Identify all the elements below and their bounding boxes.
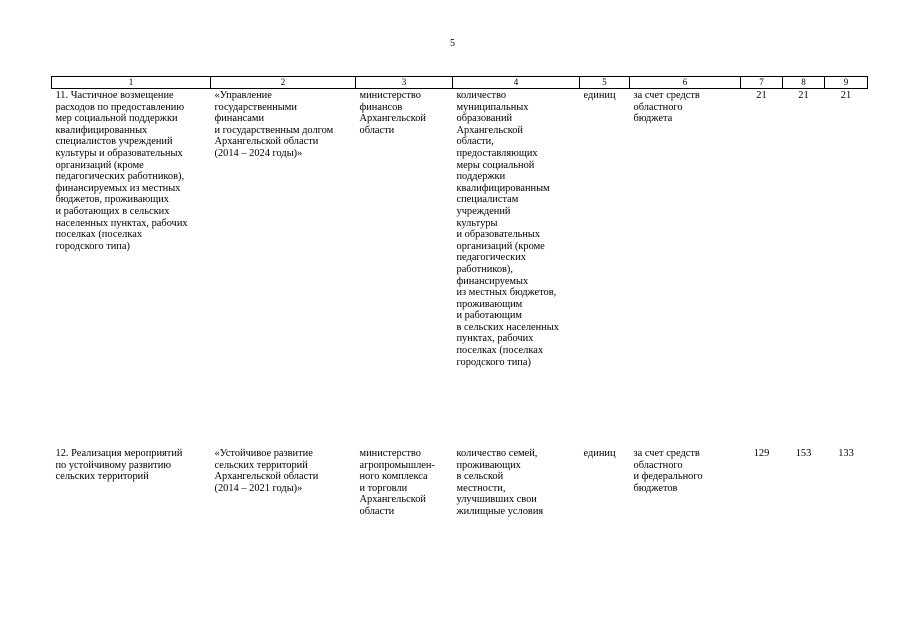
funding-source: за счет средств областного и федерального бюджетов bbox=[633, 448, 703, 494]
table-row bbox=[52, 430, 868, 518]
program-name: «Управление государственными финансами и государственным долгом Архангельской области (2014 – 2024 годы)» bbox=[214, 90, 334, 159]
column-number: 8 bbox=[783, 77, 825, 89]
column-number: 1 bbox=[52, 77, 211, 89]
column-number: 3 bbox=[356, 77, 453, 89]
column-number: 6 bbox=[630, 77, 741, 89]
column-number: 2 bbox=[211, 77, 356, 89]
column-number: 5 bbox=[580, 77, 630, 89]
value-col-8: 153 bbox=[795, 448, 812, 459]
funding-source: за счет средств областного бюджета bbox=[633, 90, 700, 125]
page-number: 5 bbox=[450, 38, 455, 49]
measure-name: 11. Частичное возмещение расходов по предоставлению мер социальной поддержки квалифицированных специалистов учреждений культуры и образовательных организаций (кроме педагогических работников), финансируемых из местных бюджетов, проживающих и работающих в сельских населенных пунктах, рабочих поселках (поселках городского типа) bbox=[55, 90, 188, 252]
program-name: «Устойчивое развитие сельских территорий Архангельской области (2014 – 2021 годы)» bbox=[214, 448, 319, 494]
value-col-9: 21 bbox=[840, 90, 852, 101]
value-col-7: 129 bbox=[753, 448, 770, 459]
indicators-table bbox=[51, 76, 868, 518]
responsible-body: министерство агропромышлен- ного комплекса и торговли Архангельской области bbox=[359, 448, 435, 517]
value-col-8: 21 bbox=[798, 90, 809, 101]
measure-name: 12. Реализация мероприятий по устойчивому развитию сельских территорий bbox=[55, 448, 183, 483]
unit: единиц bbox=[583, 90, 616, 101]
column-number: 4 bbox=[453, 77, 580, 89]
value-col-7: 21 bbox=[756, 90, 767, 101]
responsible-body: министерство финансов Архангельской области bbox=[359, 90, 426, 136]
indicator-name: количество муниципальных образований Архангельской области, предоставляющих меры социальной поддержки квалифицированным специалистам учреждений культуры и образовательных организаций (кроме педагогических работников), финансируемых из местных бюджетов, проживающим и работающим в сельских населенных пунктах, рабочих поселках (поселках городского типа) bbox=[456, 90, 559, 368]
value-col-9: 133 bbox=[838, 448, 854, 459]
column-number: 9 bbox=[825, 77, 868, 89]
column-number: 7 bbox=[741, 77, 783, 89]
indicator-name: количество семей, проживающих в сельской местности, улучшивших свои жилищные условия bbox=[456, 448, 544, 517]
table-row bbox=[52, 89, 868, 431]
column-number-row bbox=[52, 77, 868, 89]
unit: единиц bbox=[583, 448, 616, 459]
